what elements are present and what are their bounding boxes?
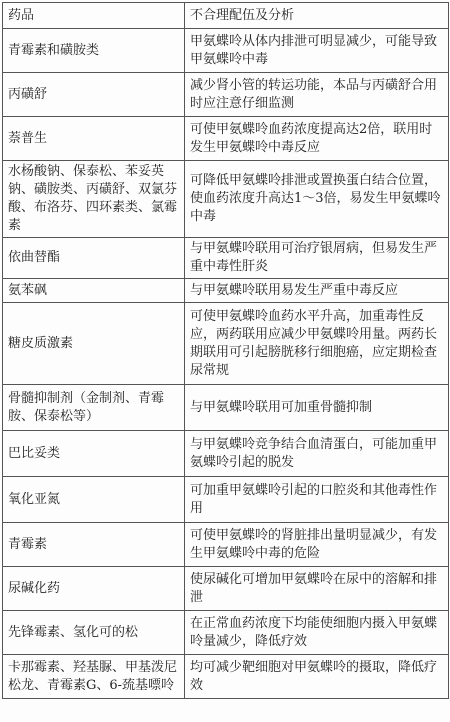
- header-drug: 药品: [3, 3, 185, 29]
- table-row: [3, 29, 449, 73]
- drug-cell: 青霉素和磺胺类: [3, 29, 185, 73]
- header-analysis: 不合理配伍及分析: [185, 3, 449, 29]
- analysis-cell: 与甲氨蝶呤联用易发生严重中毒反应: [185, 279, 449, 303]
- table-row: [3, 279, 449, 303]
- table-row: [3, 477, 449, 523]
- analysis-cell: 与甲氨蝶呤联用可加重骨髓抑制: [185, 385, 449, 431]
- analysis-cell: 可加重甲氨蝶呤引起的口腔炎和其他毒性作用: [185, 477, 449, 523]
- drug-cell: 萘普生: [3, 117, 185, 161]
- analysis-cell: 与甲氨蝶呤竞争结合血清蛋白，可能加重甲氨蝶呤引起的脱发: [185, 431, 449, 477]
- table-row: [3, 523, 449, 567]
- drug-cell: 糖皮质激素: [3, 303, 185, 385]
- drug-cell: 先锋霉素、氢化可的松: [3, 611, 185, 655]
- drug-cell: 青霉素: [3, 523, 185, 567]
- table-row: [3, 73, 449, 117]
- analysis-cell: 可使甲氨蝶呤血药浓度提高达2倍，联用时发生甲氨蝶呤中毒反应: [185, 117, 449, 161]
- drug-cell: 氨苯砜: [3, 279, 185, 303]
- table-row: [3, 655, 449, 699]
- drug-cell: 氧化亚氮: [3, 477, 185, 523]
- table-row: [3, 431, 449, 477]
- table-row: [3, 238, 449, 279]
- table-row: [3, 117, 449, 161]
- analysis-cell: 在正常血药浓度下均能使细胞内摄入甲氨蝶呤量减少，降低疗效: [185, 611, 449, 655]
- drug-cell: 依曲替酯: [3, 238, 185, 279]
- analysis-cell: 使尿碱化可增加甲氨蝶呤在尿中的溶解和排泄: [185, 567, 449, 611]
- analysis-cell: 均可减少靶细胞对甲氨蝶呤的摄取，降低疗效: [185, 655, 449, 699]
- table-row: [3, 161, 449, 238]
- table-row: [3, 611, 449, 655]
- table-row: [3, 303, 449, 385]
- analysis-cell: 可降低甲氨蝶呤排泄或置换蛋白结合位置，使血药浓度升高达1～3倍，易发生甲氨蝶呤中毒: [185, 161, 449, 238]
- drug-cell: 巴比妥类: [3, 431, 185, 477]
- table-row: [3, 567, 449, 611]
- analysis-cell: 甲氨蝶呤从体内排泄可明显减少，可能导致甲氨蝶呤中毒: [185, 29, 449, 73]
- drug-cell: 水杨酸钠、保泰松、苯妥英钠、磺胺类、丙磺舒、双氯芬酸、布洛芬、四环素类、氯霉素: [3, 161, 185, 238]
- analysis-cell: 减少肾小管的转运功能，本品与丙磺舒合用时应注意仔细监测: [185, 73, 449, 117]
- analysis-cell: 可使甲氨蝶呤血药水平升高，加重毒性反应，两药联用应减少甲氨蝶呤用量。两药长期联用可引起膀胱移行细胞癌，应定期检查尿常规: [185, 303, 449, 385]
- drug-cell: 丙磺舒: [3, 73, 185, 117]
- drug-interaction-table: [2, 2, 449, 699]
- drug-cell: 骨髓抑制剂（金制剂、青霉胺、保泰松等）: [3, 385, 185, 431]
- drug-cell: 尿碱化药: [3, 567, 185, 611]
- analysis-cell: 可使甲氨蝶呤的肾脏排出量明显减少，有发生甲氨蝶呤中毒的危险: [185, 523, 449, 567]
- table-row: [3, 385, 449, 431]
- drug-cell: 卡那霉素、羟基脲、甲基泼尼松龙、青霉素G、6-巯基嘌呤: [3, 655, 185, 699]
- table-header-row: [3, 3, 449, 29]
- analysis-cell: 与甲氨蝶呤联用可治疗银屑病，但易发生严重中毒性肝炎: [185, 238, 449, 279]
